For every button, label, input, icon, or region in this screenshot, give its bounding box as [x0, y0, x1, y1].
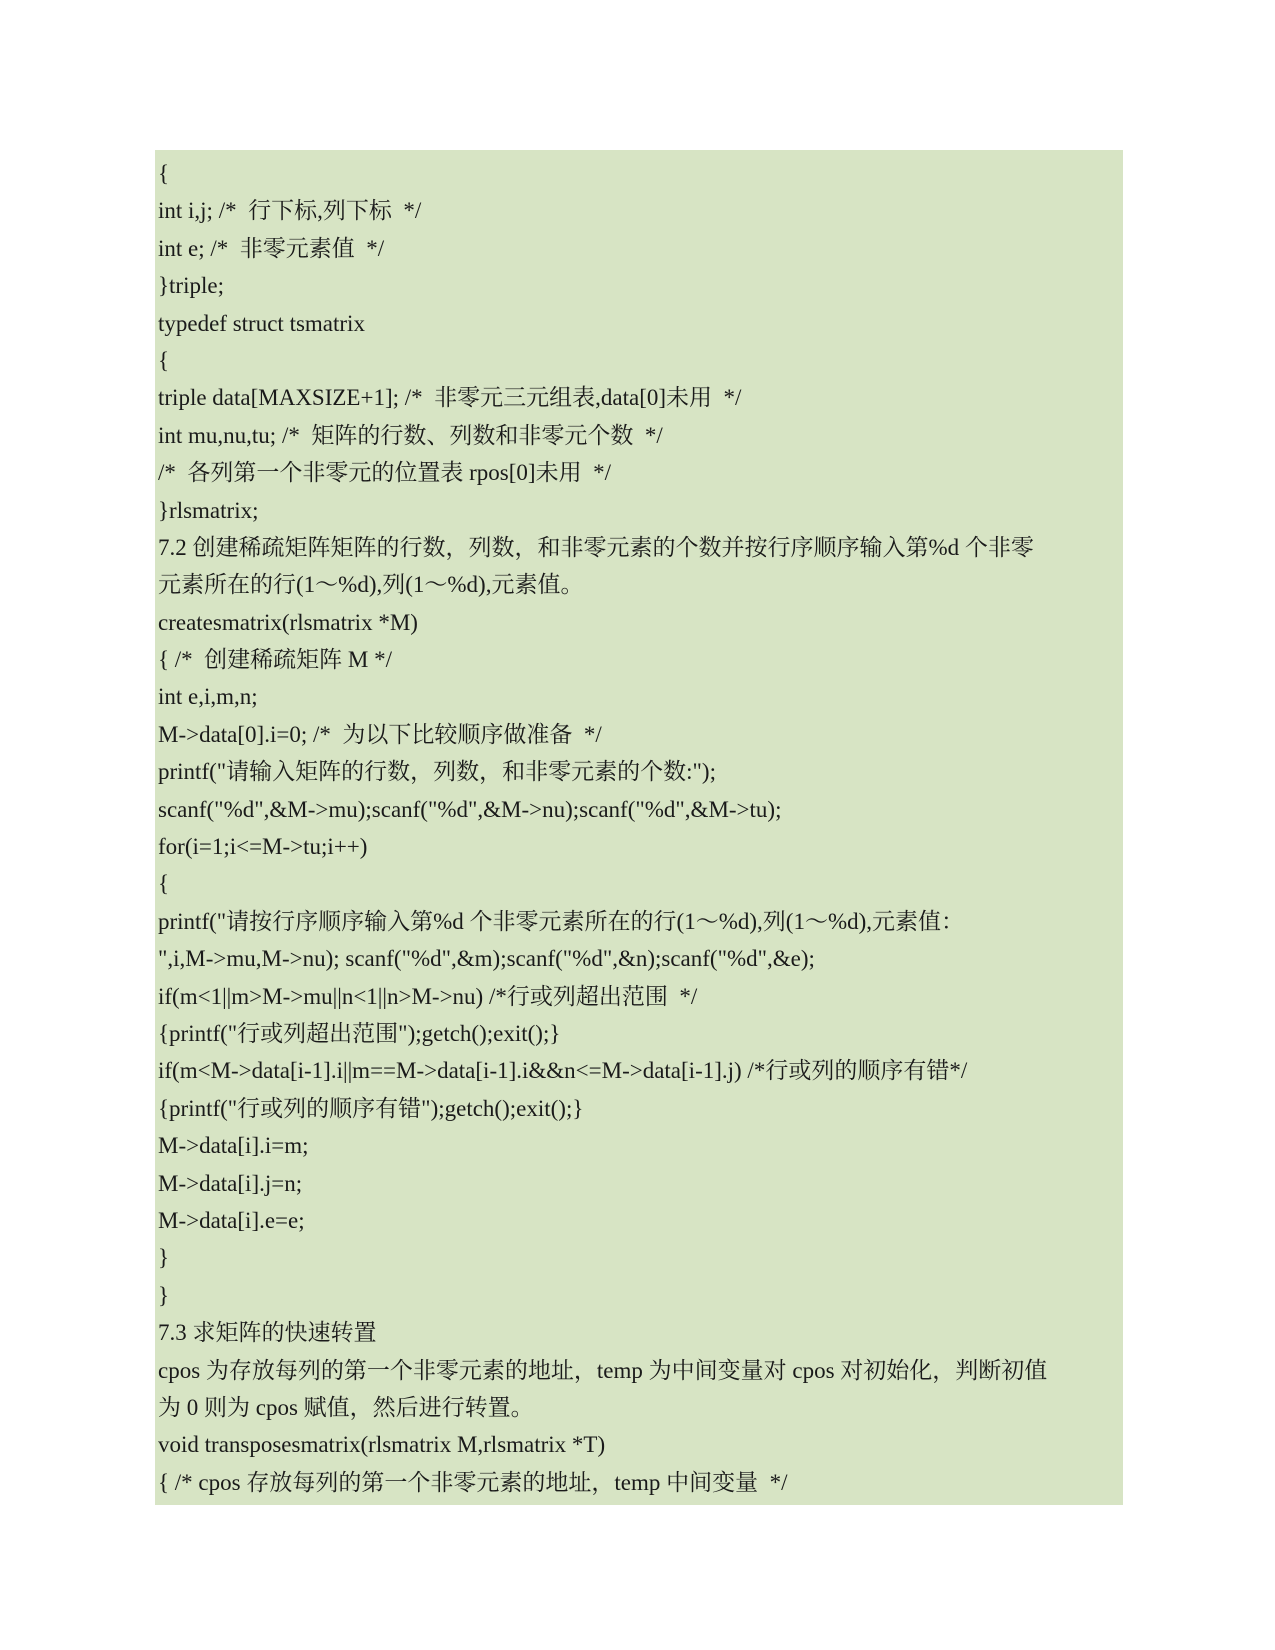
code-line: M->data[0].i=0; /* 为以下比较顺序做准备 */: [158, 721, 602, 747]
section-text: 元素所在的行(1～%d),列(1～%d),元素值。: [158, 572, 584, 598]
code-line: printf("请输入矩阵的行数，列数，和非零元素的个数:");: [158, 759, 716, 785]
code-block: [155, 150, 1123, 1505]
section-heading: 7.3 求矩阵的快速转置: [158, 1320, 377, 1346]
code-line: ",i,M->mu,M->nu); scanf("%d",&m);scanf("%d",&n);scanf("%d",&e);: [158, 946, 815, 972]
code-line: int i,j; /* 行下标,列下标 */: [158, 198, 422, 224]
code-line: {printf("行或列超出范围");getch();exit();}: [158, 1020, 561, 1046]
code-line: if(m<M->data[i-1].i||m==M->data[i-1].i&&n<=M->data[i-1].j) /*行或列的顺序有错*/: [158, 1058, 968, 1084]
code-line: createsmatrix(rlsmatrix *M): [158, 609, 418, 635]
code-line: printf("请按行序顺序输入第%d 个非零元素所在的行(1～%d),列(1～%d),元素值：: [158, 908, 965, 934]
code-line: /* 各列第一个非零元的位置表 rpos[0]未用 */: [158, 460, 611, 486]
code-line: int mu,nu,tu; /* 矩阵的行数、列数和非零元个数 */: [158, 422, 663, 448]
code-line: }: [158, 1245, 170, 1271]
section-heading: 7.2 创建稀疏矩阵矩阵的行数，列数，和非零元素的个数并按行序顺序输入第%d 个非零: [158, 534, 1034, 560]
code-line: {: [158, 871, 170, 897]
code-line: M->data[i].i=m;: [158, 1133, 309, 1159]
code-line: {printf("行或列的顺序有错");getch();exit();}: [158, 1095, 584, 1121]
code-line: int e; /* 非零元素值 */: [158, 235, 385, 261]
code-line: typedef struct tsmatrix: [158, 310, 365, 336]
code-line: }rlsmatrix;: [158, 497, 259, 523]
code-line: int e,i,m,n;: [158, 684, 258, 710]
code-line: {: [158, 347, 170, 373]
code-line: scanf("%d",&M->mu);scanf("%d",&M->nu);scanf("%d",&M->tu);: [158, 796, 782, 822]
code-line: }triple;: [158, 273, 224, 299]
code-line: { /* 创建稀疏矩阵 M */: [158, 647, 393, 673]
code-line: { /* cpos 存放每列的第一个非零元素的地址，temp 中间变量 */: [158, 1469, 788, 1495]
code-line: M->data[i].e=e;: [158, 1207, 305, 1233]
code-line: for(i=1;i<=M->tu;i++): [158, 834, 368, 860]
code-line: void transposesmatrix(rlsmatrix M,rlsmatrix *T): [158, 1432, 606, 1458]
code-line: triple data[MAXSIZE+1]; /* 非零元三元组表,data[0]未用 */: [158, 385, 742, 411]
code-line: M->data[i].j=n;: [158, 1170, 303, 1196]
section-text: cpos 为存放每列的第一个非零元素的地址，temp 为中间变量对 cpos 对初始化，判断初值: [158, 1357, 1048, 1383]
code-line: {: [158, 161, 170, 186]
section-text: 为 0 则为 cpos 赋值，然后进行转置。: [158, 1394, 534, 1420]
code-line: if(m<1||m>M->mu||n<1||n>M->nu) /*行或列超出范围 */: [158, 983, 698, 1009]
code-line: }: [158, 1282, 170, 1308]
